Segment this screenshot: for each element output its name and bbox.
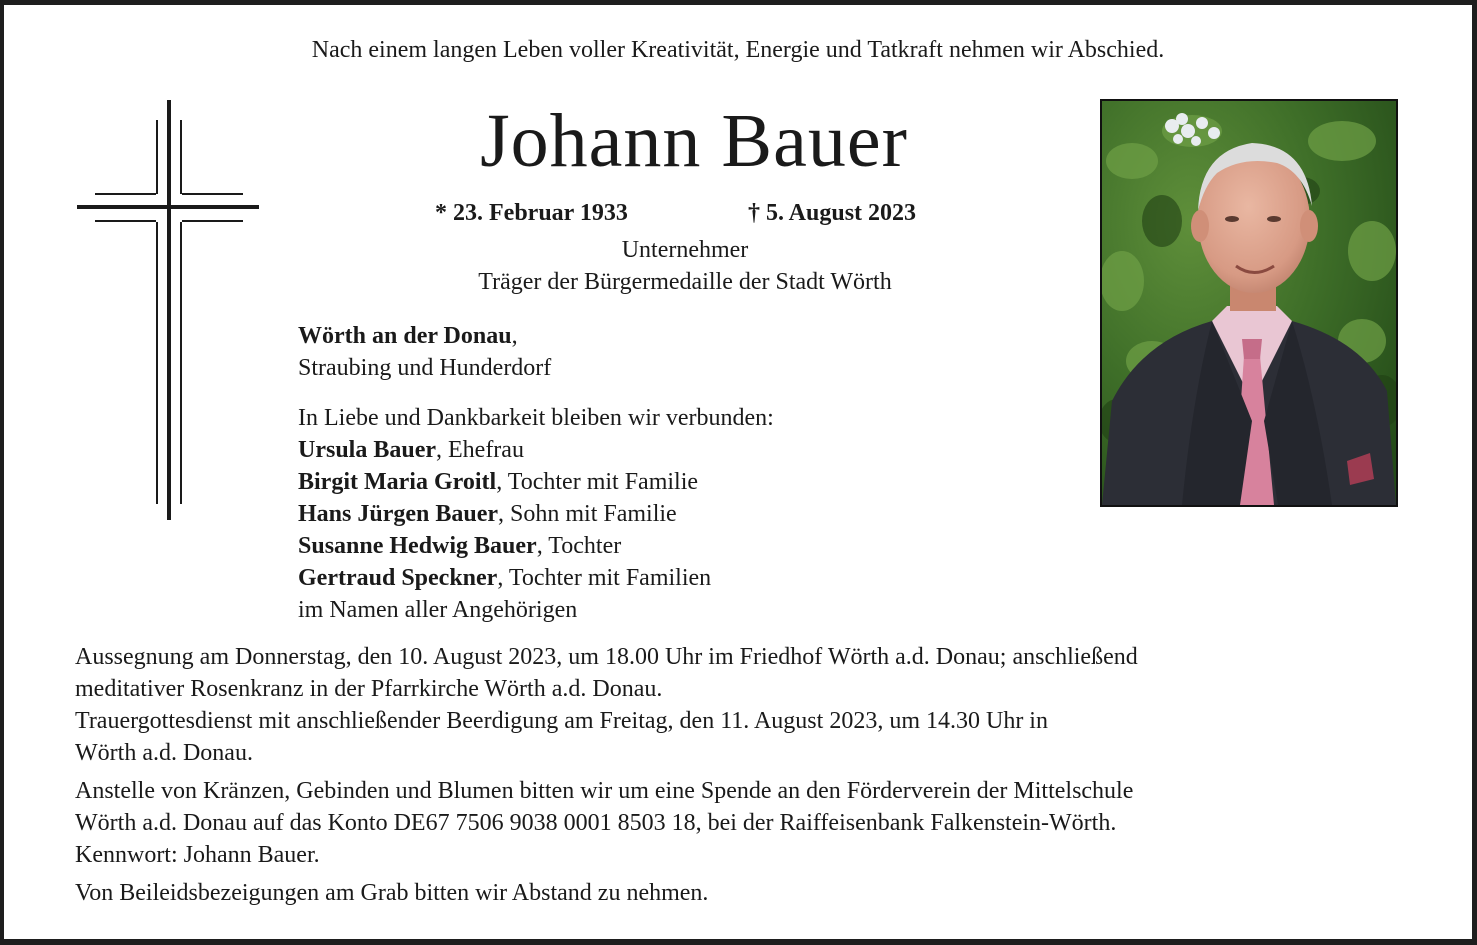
mourner-row	[298, 434, 774, 466]
mourner-relation: , Tochter mit Familie	[496, 469, 699, 495]
portrait-image	[1102, 101, 1396, 505]
mourner-row	[298, 562, 774, 594]
occupation: Unternehmer	[621, 237, 749, 263]
mourner-name: Susanne Hedwig Bauer	[298, 533, 537, 559]
condolence-note: Von Beileidsbezeigungen am Grab bitten wir Abstand zu nehmen.	[75, 880, 709, 906]
mourner-row	[298, 466, 774, 498]
place-line-1	[298, 320, 551, 352]
service-line: Aussegnung am Donnerstag, den 10. August 2023, um 18.00 Uhr im Friedhof Wörth a.d. Donau; anschließend	[75, 644, 1138, 670]
service-line: Trauergottesdienst mit anschließender Beerdigung am Freitag, den 11. August 2023, um 14.30 Uhr in	[75, 708, 1048, 734]
mourner-relation: , Ehefrau	[436, 437, 524, 463]
service-line: Wörth a.d. Donau.	[75, 740, 253, 766]
donation-line: Kennwort: Johann Bauer.	[75, 842, 320, 868]
mourner-relation: , Tochter	[536, 533, 622, 559]
birth-date: * 23. Februar 1933	[435, 200, 628, 226]
place-primary: Wörth an der Donau	[298, 323, 512, 349]
portrait-photo	[1100, 99, 1398, 507]
mourner-name: Hans Jürgen Bauer	[298, 501, 499, 527]
intro-text: Nach einem langen Leben voller Kreativität, Energie und Tatkraft nehmen wir Abschied.	[311, 37, 1165, 63]
place-comma: ,	[511, 323, 518, 349]
deceased-name: Johann Bauer	[480, 99, 908, 183]
mourners-list	[298, 402, 774, 626]
cross-icon	[77, 100, 259, 520]
service-line: meditativer Rosenkranz in der Pfarrkirche Wörth a.d. Donau.	[75, 676, 663, 702]
funeral-details	[75, 641, 1345, 909]
mourner-name: Ursula Bauer	[298, 437, 436, 463]
obituary-notice	[4, 5, 1472, 939]
death-date: † 5. August 2023	[748, 200, 917, 226]
mourner-relation: , Sohn mit Familie	[498, 501, 677, 527]
mourners-intro: In Liebe und Dankbarkeit bleiben wir verbunden:	[298, 405, 774, 431]
mourner-name: Birgit Maria Groitl	[298, 469, 497, 495]
mourners-closing: im Namen aller Angehörigen	[298, 597, 578, 623]
mourner-row	[298, 530, 774, 562]
mourner-name: Gertraud Speckner	[298, 565, 498, 591]
donation-line: Anstelle von Kränzen, Gebinden und Blumen bitten wir um eine Spende an den Förderverein der Mittelschule	[75, 778, 1134, 804]
mourner-row	[298, 498, 774, 530]
place-line-2: Straubing und Hunderdorf	[298, 355, 552, 381]
mourner-relation: , Tochter mit Familien	[497, 565, 712, 591]
honor: Träger der Bürgermedaille der Stadt Wörth	[478, 269, 892, 295]
places	[298, 320, 551, 384]
donation-line: Wörth a.d. Donau auf das Konto DE67 7506 9038 0001 8503 18, bei der Raiffeisenbank Falkenstein-Wörth.	[75, 810, 1117, 836]
